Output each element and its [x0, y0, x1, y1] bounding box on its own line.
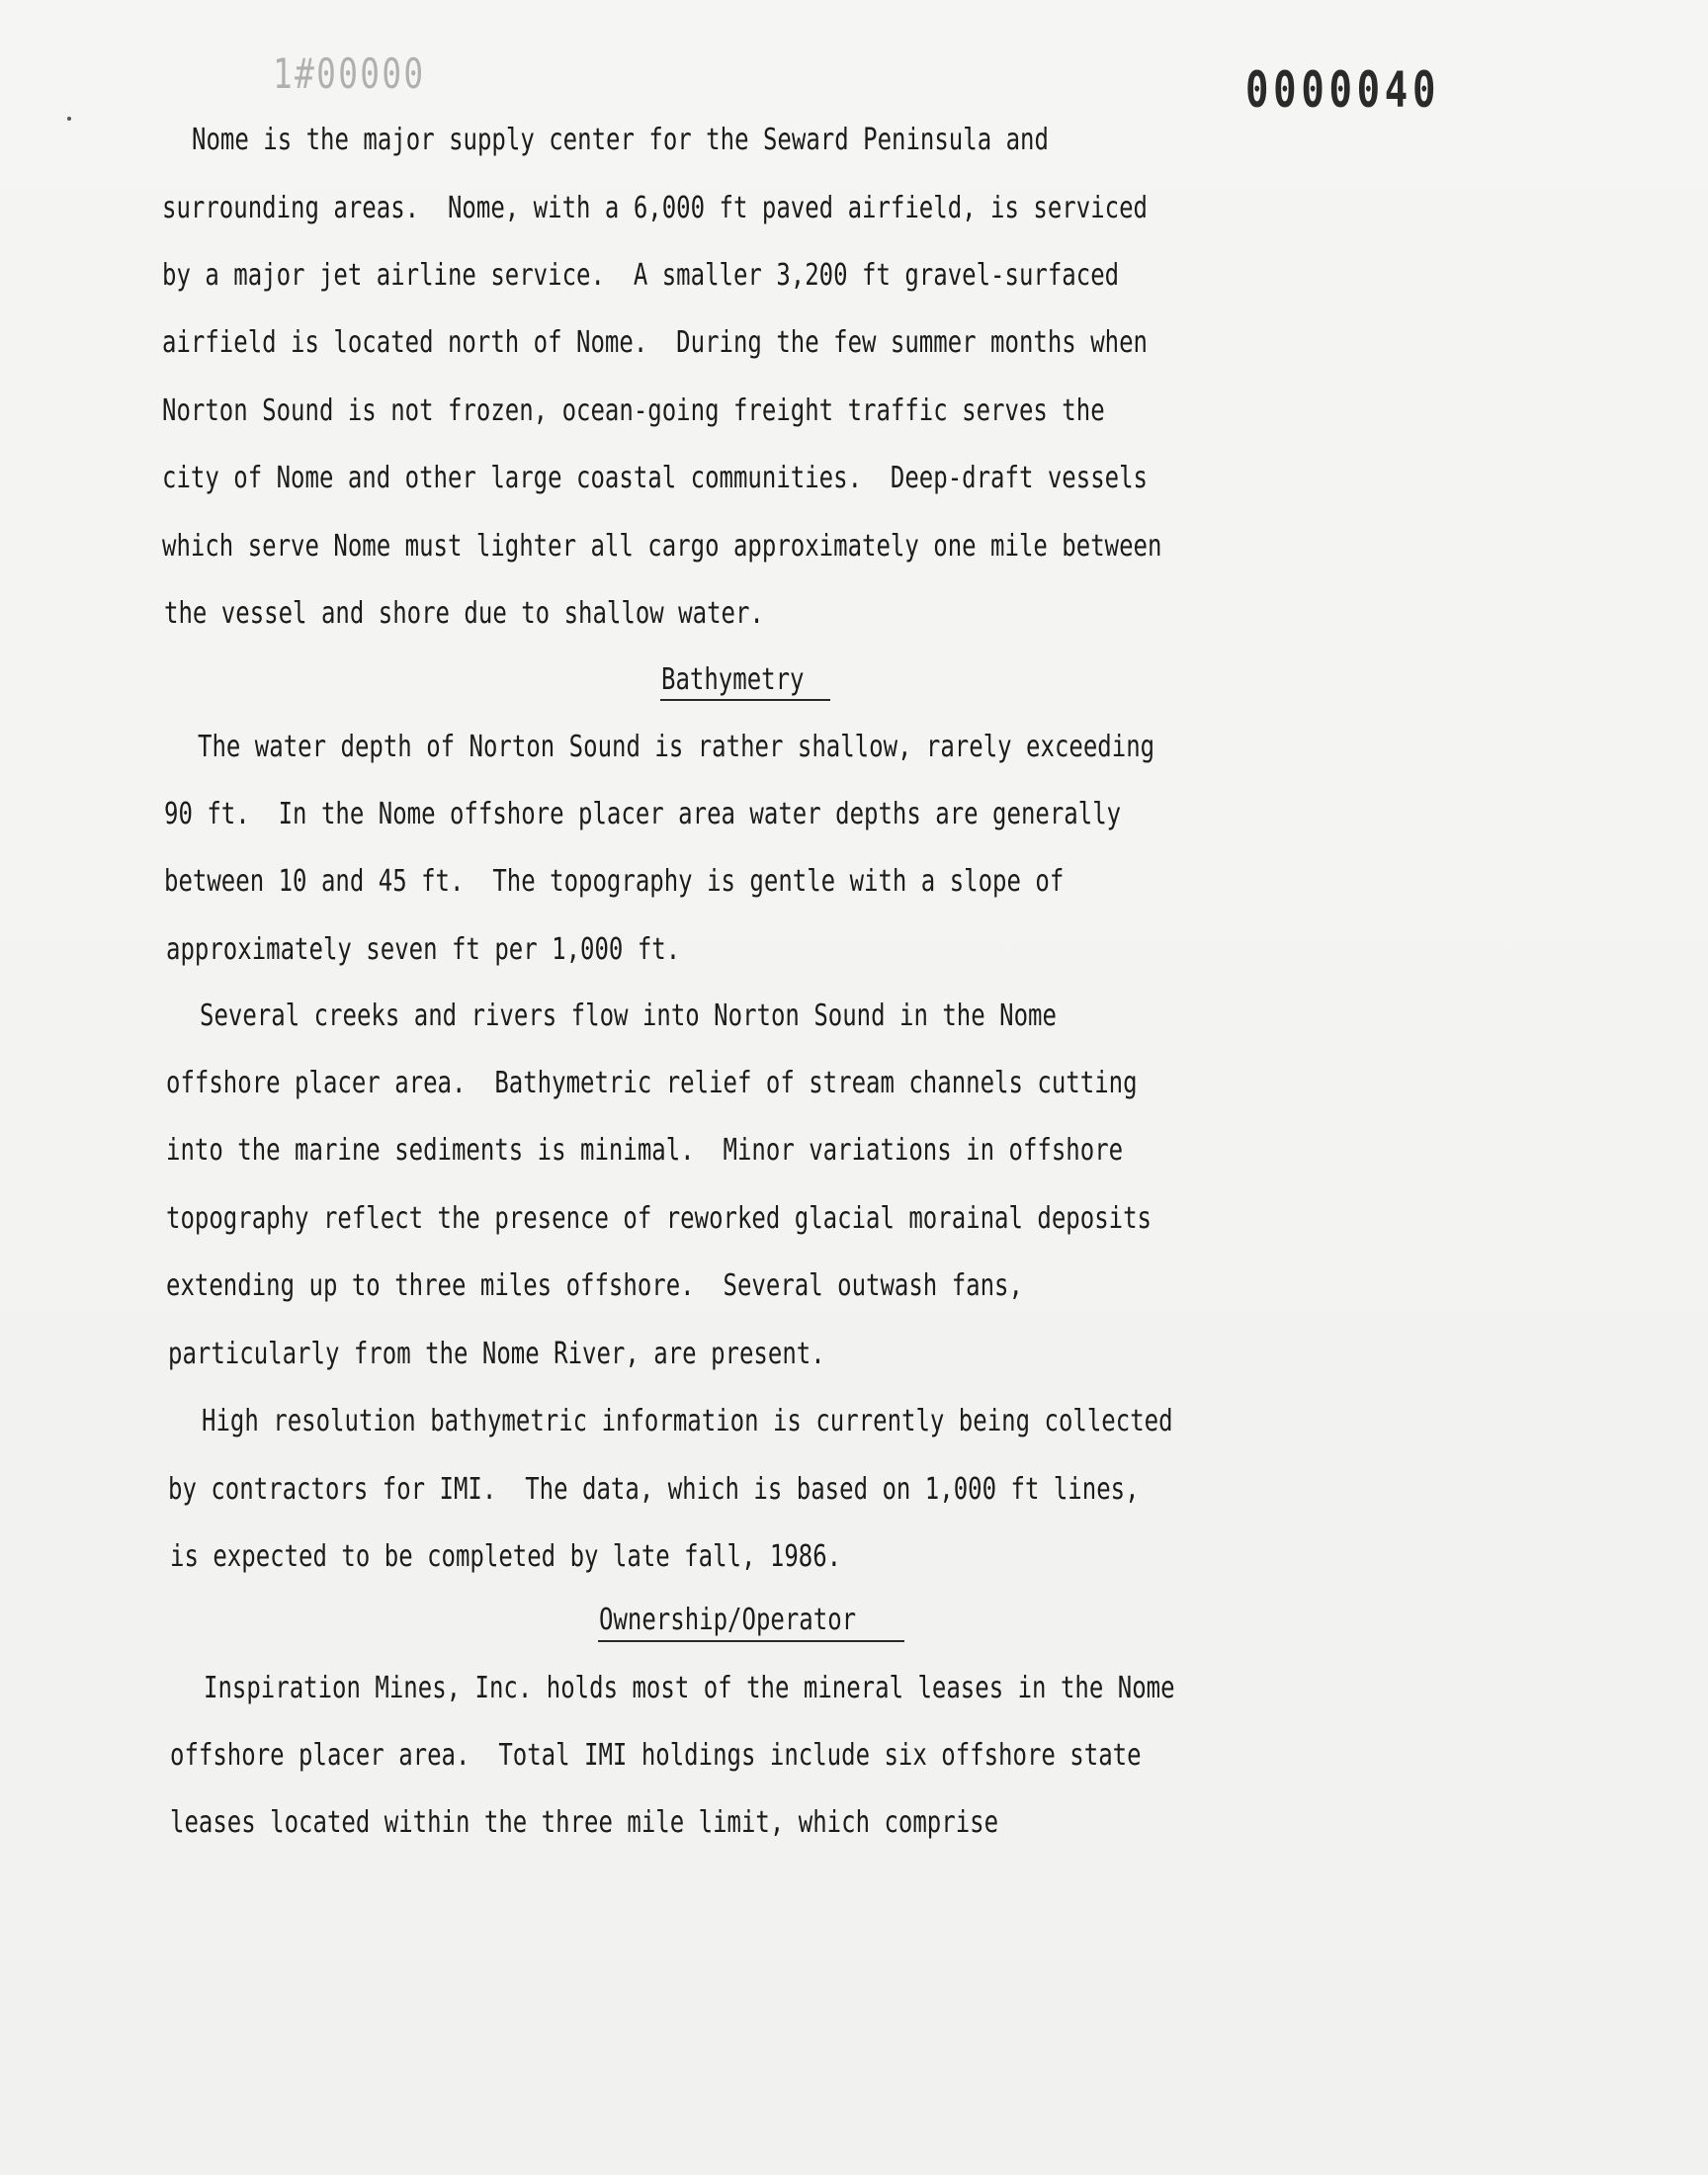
paragraph-3-line-4: topography reflect the presence of reworked glacial morainal deposits [166, 1201, 1152, 1236]
paragraph-2-line-3: between 10 and 45 ft. The topography is gentle with a slope of [164, 864, 1065, 899]
paragraph-1-line-2: surrounding areas. Nome, with a 6,000 ft paved airfield, is serviced [162, 191, 1148, 225]
paragraph-3-line-1: Several creeks and rivers flow into Norton Sound in the Nome [200, 999, 1057, 1033]
paragraph-3-line-3: into the marine sediments is minimal. Minor variations in offshore [166, 1133, 1124, 1168]
paragraph-2-line-1: The water depth of Norton Sound is rather shallow, rarely exceeding [198, 730, 1155, 764]
heading-underline [598, 1640, 904, 1642]
paragraph-4-line-1: High resolution bathymetric information is currently being collected [202, 1404, 1173, 1438]
heading-underline [660, 699, 830, 701]
scan-speck [67, 117, 71, 121]
section-heading-ownership: Ownership/Operator [599, 1603, 857, 1637]
paragraph-3-line-6: particularly from the Nome River, are present. [168, 1337, 825, 1371]
paragraph-1-line-3: by a major jet airline service. A smaller 3,200 ft gravel-surfaced [162, 258, 1120, 293]
paragraph-4-line-3: is expected to be completed by late fall, 1986. [170, 1539, 842, 1574]
paragraph-5-line-2: offshore placer area. Total IMI holdings include six offshore state [170, 1738, 1142, 1773]
paragraph-5-line-3: leases located within the three mile limit, which comprise [170, 1805, 999, 1840]
paragraph-1-line-6: city of Nome and other large coastal communities. Deep-draft vessels [162, 461, 1148, 495]
paragraph-3-line-2: offshore placer area. Bathymetric relief of stream channels cutting [166, 1066, 1138, 1100]
faint-stamp-number: 1#00000 [273, 49, 426, 98]
paragraph-1-line-5: Norton Sound is not frozen, ocean-going freight traffic serves the [162, 393, 1105, 428]
section-heading-bathymetry: Bathymetry [661, 662, 805, 697]
paragraph-5-line-1: Inspiration Mines, Inc. holds most of the mineral leases in the Nome [204, 1671, 1175, 1705]
paragraph-1-line-1: Nome is the major supply center for the Seward Peninsula and [192, 123, 1049, 157]
paragraph-1-line-8: the vessel and shore due to shallow water. [164, 596, 764, 631]
paragraph-4-line-2: by contractors for IMI. The data, which is based on 1,000 ft lines, [168, 1472, 1140, 1507]
page-number-stamp: 0000040 [1245, 61, 1441, 119]
paragraph-1-line-4: airfield is located north of Nome. During the few summer months when [162, 325, 1148, 360]
paragraph-2-line-2: 90 ft. In the Nome offshore placer area water depths are generally [164, 797, 1122, 831]
paragraph-3-line-5: extending up to three miles offshore. Several outwash fans, [166, 1268, 1023, 1303]
paragraph-1-line-7: which serve Nome must lighter all cargo approximately one mile between [162, 529, 1162, 564]
paragraph-2-line-4: approximately seven ft per 1,000 ft. [166, 932, 681, 967]
